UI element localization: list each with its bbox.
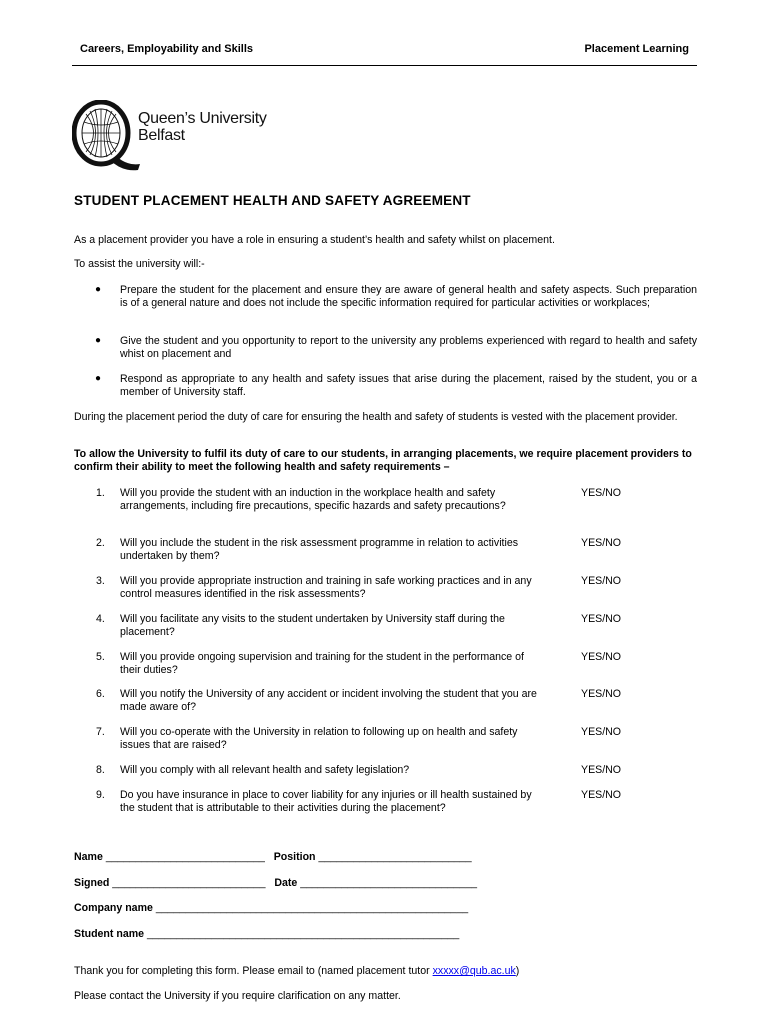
date-field[interactable]: ______________________________ [300, 877, 477, 889]
student-field[interactable]: _____________________________________________________ [147, 928, 460, 940]
question-number: 4. [96, 613, 105, 625]
question-number: 6. [96, 688, 105, 700]
company-label: Company name [74, 902, 153, 914]
email-link[interactable]: xxxxx@qub.ac.uk [432, 965, 516, 977]
requirements-lead: To allow the University to fulfil its duty of care to our students, in arranging placements, we require placement providers to confirm their ability to meet the following health and safety requirements – [74, 448, 692, 473]
question-number: 3. [96, 575, 105, 587]
signed-field[interactable]: __________________________ [112, 877, 266, 889]
question-text: Do you have insurance in place to cover liability for any injuries or ill health sustained by the student that is attributable to their activities during the placement? [120, 789, 532, 814]
question-text: Will you co-operate with the University in relation to following up on health and safety issues that are raised? [120, 726, 518, 751]
question-text: Will you provide the student with an induction in the workplace health and safety arrangements, including fire precautions, specific hazards and safety precautions? [120, 487, 506, 512]
student-label: Student name [74, 928, 145, 940]
intro-text: As a placement provider you have a role in ensuring a student’s health and safety whilst on placement. [74, 234, 555, 246]
duty-text: During the placement period the duty of care for ensuring the health and safety of students is vested with the placement provider. [74, 411, 678, 423]
signed-label: Signed [74, 877, 110, 889]
position-field[interactable]: __________________________ [318, 851, 472, 863]
question-text: Will you facilitate any visits to the student undertaken by University staff during the placement? [120, 613, 505, 638]
question-number: 2. [96, 537, 105, 549]
question-answer: YES/NO [581, 613, 622, 625]
bullet-item: Give the student and you opportunity to report to the university any problems experienced with regard to health and safety whist on placement and [120, 335, 697, 360]
bullet-item: Prepare the student for the placement and ensure they are aware of general health and safety aspects. Such preparation is of a general nature and does not include the specific information required for particular activities or workplaces; [120, 284, 697, 309]
bullet-icon: ● [95, 284, 102, 295]
date-label: Date [274, 877, 298, 889]
logo-line-1: Queen’s University [138, 110, 267, 127]
question-text: Will you provide appropriate instruction and training in safe working practices and in any control measures identified in the risk assessments? [120, 575, 532, 600]
bullet-item: Respond as appropriate to any health and safety issues that arise during the placement, raised by the student, you or a member of University staff. [120, 373, 697, 398]
question-text: Will you include the student in the risk assessment programme in relation to activities undertaken by them? [120, 537, 519, 562]
question-answer: YES/NO [581, 688, 622, 700]
question-answer: YES/NO [581, 726, 622, 738]
thanks-text [74, 965, 519, 978]
logo-wordmark [138, 110, 267, 144]
header-department: Careers, Employability and Skills [80, 43, 254, 55]
question-answer: YES/NO [581, 651, 622, 663]
company-row [74, 902, 468, 914]
question-number: 8. [96, 764, 105, 776]
question-text: Will you notify the University of any accident or incident involving the student that you are made aware of? [120, 688, 537, 713]
bullet-icon: ● [95, 335, 102, 346]
question-number: 9. [96, 789, 105, 801]
question-answer: YES/NO [581, 764, 622, 776]
student-row [74, 928, 459, 940]
logo-line-2: Belfast [138, 127, 185, 144]
question-text: Will you provide ongoing supervision and training for the student in the performance of their duties? [120, 651, 524, 676]
name-field[interactable]: ___________________________ [105, 851, 265, 863]
question-answer: YES/NO [581, 487, 622, 499]
question-number: 1. [96, 487, 105, 499]
company-field[interactable]: _____________________________________________________ [155, 902, 469, 914]
bullet-icon: ● [95, 373, 102, 384]
assist-lead: To assist the university will:- [74, 258, 205, 270]
page-title: STUDENT PLACEMENT HEALTH AND SAFETY AGREEMENT [74, 193, 471, 208]
name-label: Name [74, 851, 103, 863]
header-divider [72, 65, 697, 66]
question-number: 7. [96, 726, 105, 738]
header-section: Placement Learning [584, 43, 689, 55]
name-position-row [74, 851, 472, 863]
question-answer: YES/NO [581, 789, 622, 801]
question-number: 5. [96, 651, 105, 663]
thanks-lead: Thank you for completing this form. Please email to (named placement tutor [74, 965, 433, 977]
question-answer: YES/NO [581, 575, 622, 587]
question-answer: YES/NO [581, 537, 622, 549]
thanks-end: ) [515, 965, 520, 977]
signed-date-row [74, 877, 477, 889]
contact-text: Please contact the University if you require clarification on any matter. [74, 990, 401, 1002]
question-text: Will you comply with all relevant health and safety legislation? [120, 764, 410, 776]
position-label: Position [273, 851, 316, 863]
